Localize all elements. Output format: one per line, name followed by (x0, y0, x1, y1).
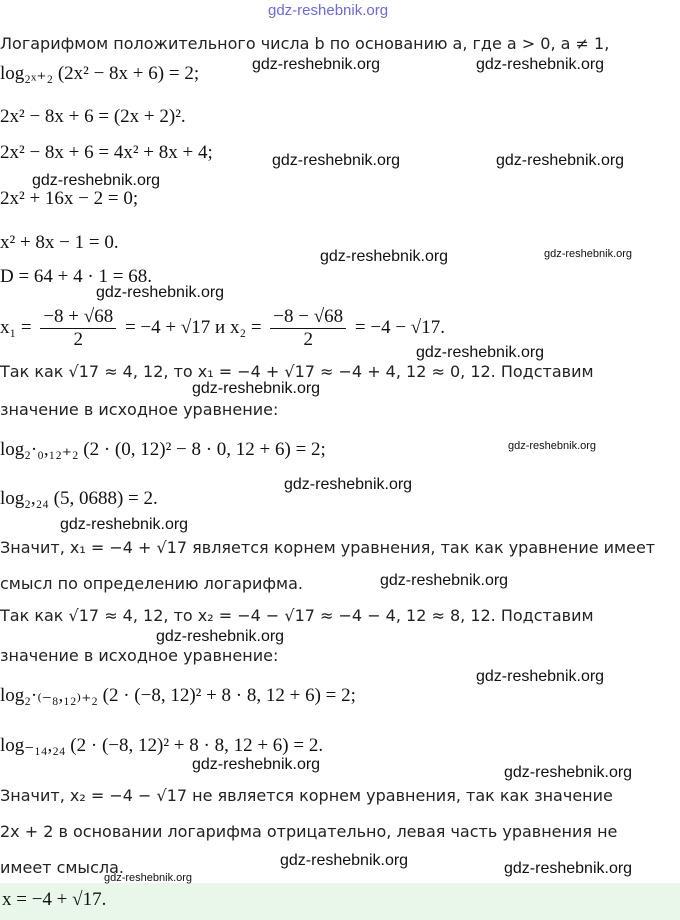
log-equation: log₂ₓ₊₂ (2x² − 8x + 6) = 2; (0, 63, 200, 84)
watermark: gdz-reshebnik.org (104, 872, 193, 884)
watermark: gdz-reshebnik.org (544, 248, 633, 260)
check-x2-text: Так как √17 ≈ 4, 12, то x₂ = −4 − √17 ≈ −4 − 4, 12 ≈ 8, 12. Подставим (0, 606, 594, 625)
watermark: gdz-reshebnik.org (504, 764, 633, 781)
substitution-x1-result: log₂,₂₄ (5, 0688) = 2. (0, 488, 158, 509)
check-x1-text: Так как √17 ≈ 4, 12, то x₁ = −4 + √17 ≈ −4 + 4, 12 ≈ 0, 12. Подставим (0, 362, 594, 381)
watermark: gdz-reshebnik.org (280, 852, 409, 869)
conclusion-x1-cont: смысл по определению логарифма. (0, 574, 304, 593)
watermark: gdz-reshebnik.org (320, 248, 449, 265)
conclusion-x2-cont: 2x + 2 в основании логарифма отрицательно, левая часть уравнения не (0, 822, 618, 841)
watermark: gdz-reshebnik.org (156, 628, 285, 645)
root-x1-numerator: −8 + √68 (40, 306, 116, 329)
site-watermark-header[interactable]: gdz-reshebnik.org (268, 2, 389, 19)
discriminant: D = 64 + 4 · 1 = 68. (0, 266, 152, 287)
root-x2-fraction (270, 306, 346, 351)
substitution-x1: log₂·₀,₁₂₊₂ (2 · (0, 12)² − 8 · 0, 12 + 6) = 2; (0, 439, 326, 460)
watermark: gdz-reshebnik.org (272, 152, 401, 169)
conclusion-x2-end: имеет смысла. (0, 858, 124, 877)
root-x1-denominator: 2 (73, 329, 84, 350)
root-x1-label: x₁ = (0, 316, 32, 338)
substitution-x2: log₂·₍₋₈,₁₂₎₊₂ (2 · (−8, 12)² + 8 · 8, 12 + 6) = 2; (0, 685, 356, 706)
watermark: gdz-reshebnik.org (284, 476, 413, 493)
watermark: gdz-reshebnik.org (192, 756, 321, 773)
equation-step-4: x² + 8x − 1 = 0. (0, 232, 119, 253)
conclusion-x2: Значит, x₂ = −4 − √17 не является корнем уравнения, так как значение (0, 786, 613, 805)
equation-step-1: 2x² − 8x + 6 = (2x + 2)². (0, 106, 186, 127)
watermark: gdz-reshebnik.org (508, 440, 597, 452)
watermark: gdz-reshebnik.org (504, 860, 633, 877)
conclusion-x1: Значит, x₁ = −4 + √17 является корнем уравнения, так как уравнение имеет (0, 538, 656, 557)
watermark: gdz-reshebnik.org (416, 344, 545, 361)
equation-step-2: 2x² − 8x + 6 = 4x² + 8x + 4; (0, 142, 213, 163)
watermark: gdz-reshebnik.org (496, 152, 625, 169)
root-x2-simplified: = −4 − √17. (354, 316, 445, 338)
watermark: gdz-reshebnik.org (192, 380, 321, 397)
definition-text: Логарифмом положительного числа b по основанию a, где a > 0, a ≠ 1, (0, 34, 610, 53)
root-x1-fraction (40, 306, 116, 351)
substitute-text-2: значение в исходное уравнение: (0, 646, 279, 665)
equation-step-3: 2x² + 16x − 2 = 0; (0, 188, 139, 209)
watermark: gdz-reshebnik.org (476, 56, 605, 73)
watermark: gdz-reshebnik.org (380, 572, 509, 589)
watermark: gdz-reshebnik.org (476, 668, 605, 685)
answer-box (0, 883, 680, 920)
roots-formula (0, 306, 445, 351)
substitute-text-1: значение в исходное уравнение: (0, 400, 279, 419)
answer-text: x = −4 + √17. (2, 889, 107, 910)
watermark: gdz-reshebnik.org (32, 172, 161, 189)
root-x2-denominator: 2 (303, 329, 313, 350)
watermark: gdz-reshebnik.org (252, 56, 381, 73)
watermark: gdz-reshebnik.org (96, 284, 225, 301)
root-x2-numerator: −8 − √68 (270, 306, 346, 329)
substitution-x2-result: log₋₁₄,₂₄ (2 · (−8, 12)² + 8 · 8, 12 + 6) = 2. (0, 735, 324, 756)
watermark: gdz-reshebnik.org (60, 516, 189, 533)
root-x1-simplified: = −4 + √17 и x₂ = (124, 316, 262, 338)
